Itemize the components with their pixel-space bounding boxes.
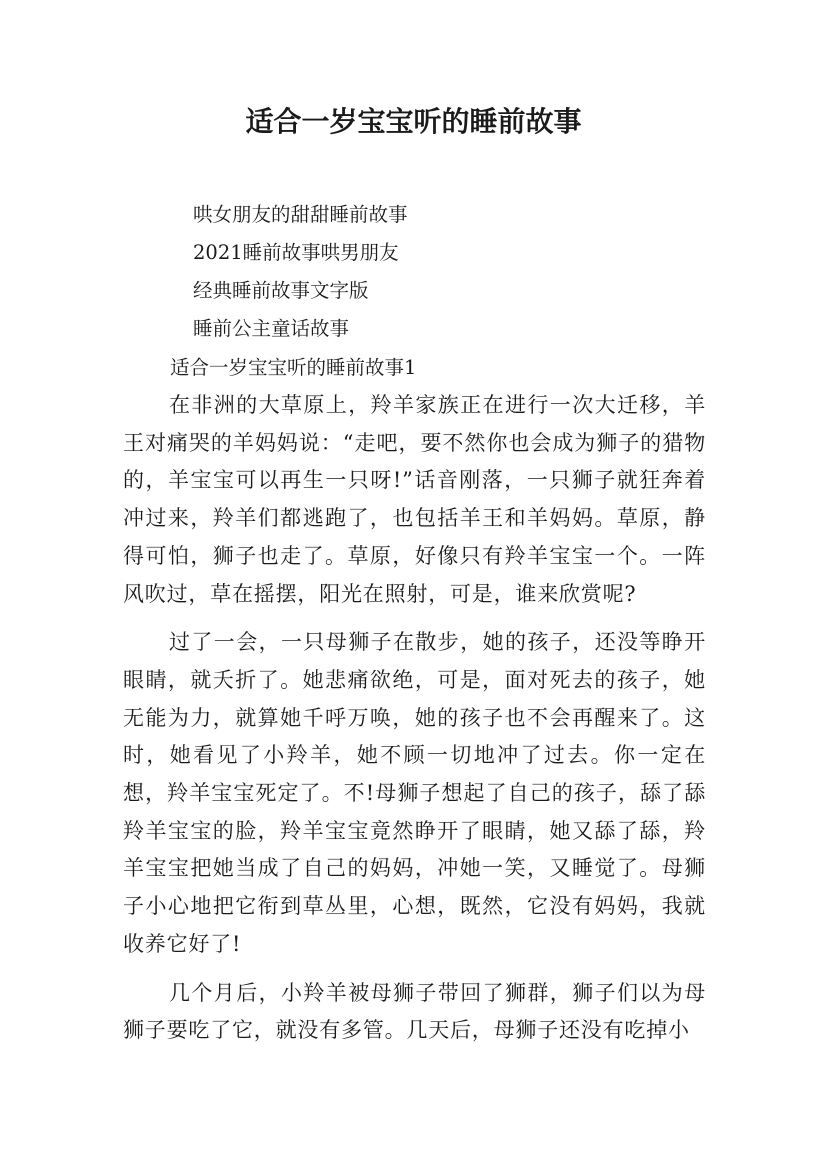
related-links-list (193, 196, 408, 348)
story-paragraph: 过了一会，一只母狮子在散步，她的孩子，还没等睁开眼睛，就夭折了。她悲痛欲绝，可是，面对死去的孩子，她无能为力，就算她千呼万唤，她的孩子也不会再醒来了。这时，她看见了小羚羊，她不顾一切地冲了过去。你一定在想，羚羊宝宝死定了。不!母狮子想起了自己的孩子，舔了舔羚羊宝宝的脸，羚羊宝宝竟然睁开了眼睛，她又舔了舔，羚羊宝宝把她当成了自己的妈妈，冲她一笑，又睡觉了。母狮子小心地把它衔到草丛里，心想，既然，它没有妈妈，我就收养它好了! (123, 630, 706, 956)
section-heading: 适合一岁宝宝听的睡前故事1 (170, 356, 417, 379)
story-paragraph: 在非洲的大草原上，羚羊家族正在进行一次大迁移，羊王对痛哭的羊妈妈说：“走吧，要不然你也会成为狮子的猎物的，羊宝宝可以再生一只呀!”话音刚落，一只狮子就狂奔着冲过来，羚羊们都逃跑了，也包括羊王和羊妈妈。草原，静得可怕，狮子也走了。草原，好像只有羚羊宝宝一个。一阵风吹过，草在摇摆，阳光在照射，可是，谁来欣赏呢? (123, 393, 706, 606)
related-link-item[interactable]: 经典睡前故事文字版 (193, 279, 369, 302)
related-link-item[interactable]: 2021睡前故事哄男朋友 (193, 241, 399, 264)
story-body (123, 387, 706, 1050)
document-title: 适合一岁宝宝听的睡前故事 (245, 105, 582, 138)
related-link-item[interactable]: 睡前公主童话故事 (193, 317, 350, 340)
story-paragraph: 几个月后，小羚羊被母狮子带回了狮群，狮子们以为母狮子要吃了它，就没有多管。几天后，母狮子还没有吃掉小 (123, 980, 706, 1043)
related-link-item[interactable]: 哄女朋友的甜甜睡前故事 (193, 203, 408, 226)
